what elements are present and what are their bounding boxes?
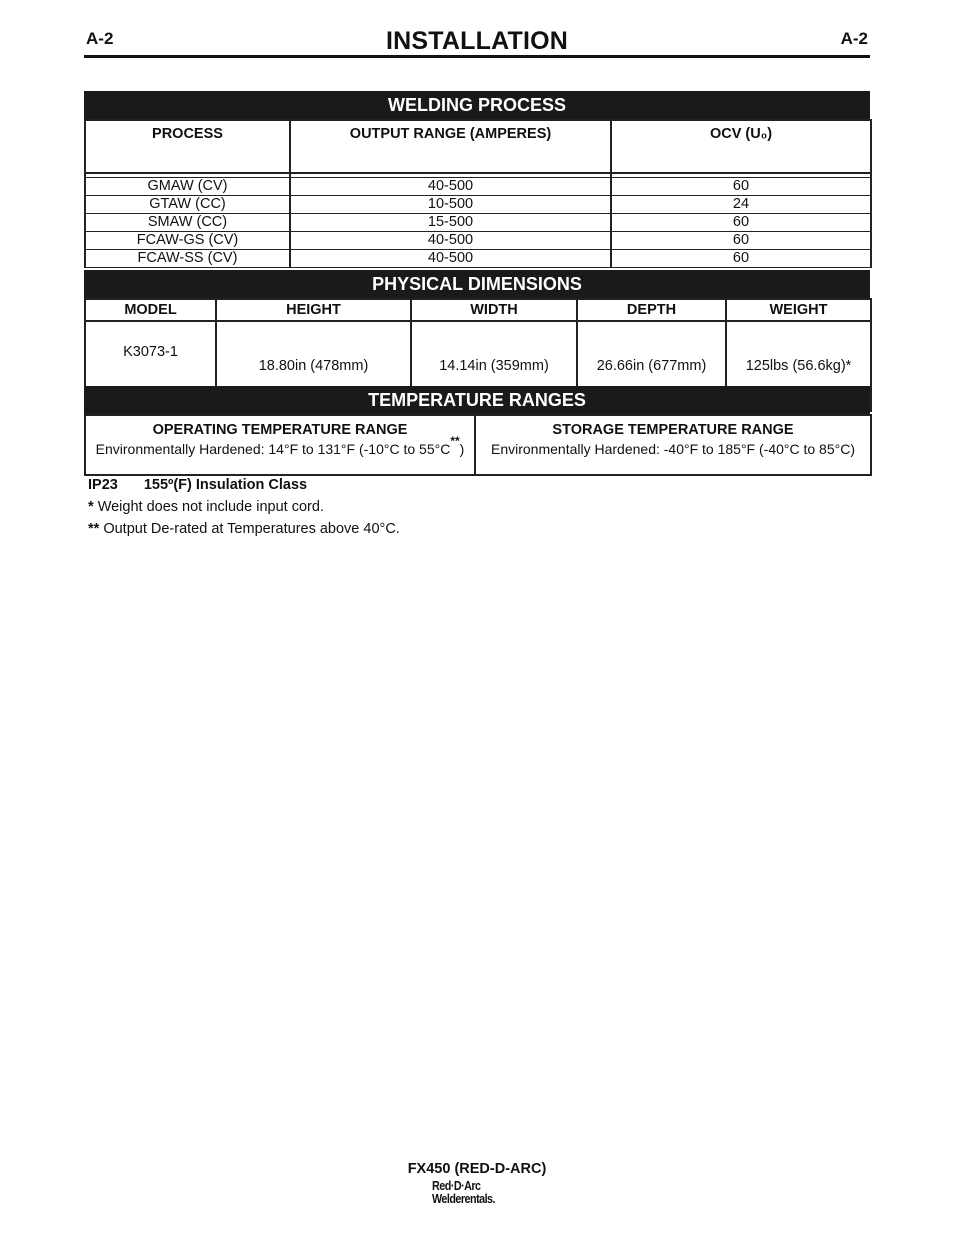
table-row (85, 196, 871, 214)
page-title: INSTALLATION (385, 27, 568, 55)
height-cell: 18.80in (478mm) (216, 321, 411, 411)
temperature-ranges-table (84, 386, 870, 476)
welding-process-heading: WELDING PROCESS (84, 91, 870, 119)
footer-model: FX450 (RED-D-ARC) (407, 1161, 547, 1177)
logo-line-1: Red·D·Arc (432, 1179, 481, 1193)
process-cell: SMAW (CC) (85, 214, 290, 232)
output-cell: 15-500 (290, 214, 611, 232)
title-rule (84, 55, 870, 58)
process-cell: GTAW (CC) (85, 196, 290, 214)
derating-footnote (88, 518, 400, 540)
temperature-ranges-heading: TEMPERATURE RANGES (84, 386, 870, 414)
ocv-cell: 60 (611, 232, 871, 250)
operating-temperature-text: Environmentally Hardened: 14°F to 131°F (-10°C to 55°C (95, 441, 451, 457)
column-header-ocv: OCV (U₀) (611, 120, 871, 173)
logo-line-2: Welderentals. (432, 1192, 495, 1206)
column-header-process: PROCESS (85, 120, 290, 173)
storage-temperature-title: STORAGE TEMPERATURE RANGE (552, 422, 794, 438)
column-header-weight: WEIGHT (726, 299, 871, 321)
column-header-depth: DEPTH (577, 299, 726, 321)
width-cell: 14.14in (359mm) (411, 321, 577, 411)
storage-temperature-cell (475, 415, 871, 475)
table-row (85, 178, 871, 196)
output-cell: 10-500 (290, 196, 611, 214)
welding-process-table (84, 91, 870, 268)
column-header-width: WIDTH (411, 299, 577, 321)
process-cell: FCAW-GS (CV) (85, 232, 290, 250)
insulation-class: 155º(F) Insulation Class (143, 477, 308, 493)
table-row (85, 232, 871, 250)
ocv-cell: 60 (611, 214, 871, 232)
table-row (85, 250, 871, 268)
output-cell: 40-500 (290, 250, 611, 268)
column-header-height: HEIGHT (216, 299, 411, 321)
table-row (85, 214, 871, 232)
operating-temperature-title: OPERATING TEMPERATURE RANGE (152, 422, 408, 438)
depth-cell: 26.66in (677mm) (577, 321, 726, 411)
footnote-mark: * (88, 499, 94, 515)
page-number-right: A-2 (840, 29, 868, 48)
footnote-mark: ** (88, 521, 100, 537)
model-cell: K3073-1 (85, 321, 216, 411)
insulation-note (88, 474, 400, 496)
ip-rating: IP23 (88, 477, 118, 493)
process-cell: GMAW (CV) (85, 178, 290, 196)
column-header-model: MODEL (85, 299, 216, 321)
operating-temperature-close: ) (459, 441, 465, 457)
weight-cell: 125lbs (56.6kg)* (726, 321, 871, 411)
table-row (85, 415, 871, 475)
column-header-output-range: OUTPUT RANGE (AMPERES) (290, 120, 611, 173)
footnote-text: Weight does not include input cord. (97, 499, 324, 515)
output-cell: 40-500 (290, 178, 611, 196)
red-d-arc-logo (432, 1180, 495, 1206)
operating-temperature-line (86, 434, 474, 457)
output-cell: 40-500 (290, 232, 611, 250)
weight-footnote (88, 496, 400, 518)
physical-dimensions-heading: PHYSICAL DIMENSIONS (84, 270, 870, 298)
ocv-cell: 60 (611, 250, 871, 268)
ocv-cell: 24 (611, 196, 871, 214)
process-cell: FCAW-SS (CV) (85, 250, 290, 268)
operating-temperature-cell (85, 415, 475, 475)
page-number-left: A-2 (86, 29, 114, 48)
ocv-cell: 60 (611, 178, 871, 196)
derating-footnote-mark: ** (450, 434, 460, 448)
notes (88, 474, 400, 540)
storage-temperature-text: Environmentally Hardened: -40°F to 185°F (-40°C to 85°C) (491, 441, 855, 457)
footnote-text: Output De-rated at Temperatures above 40°C. (103, 521, 400, 537)
